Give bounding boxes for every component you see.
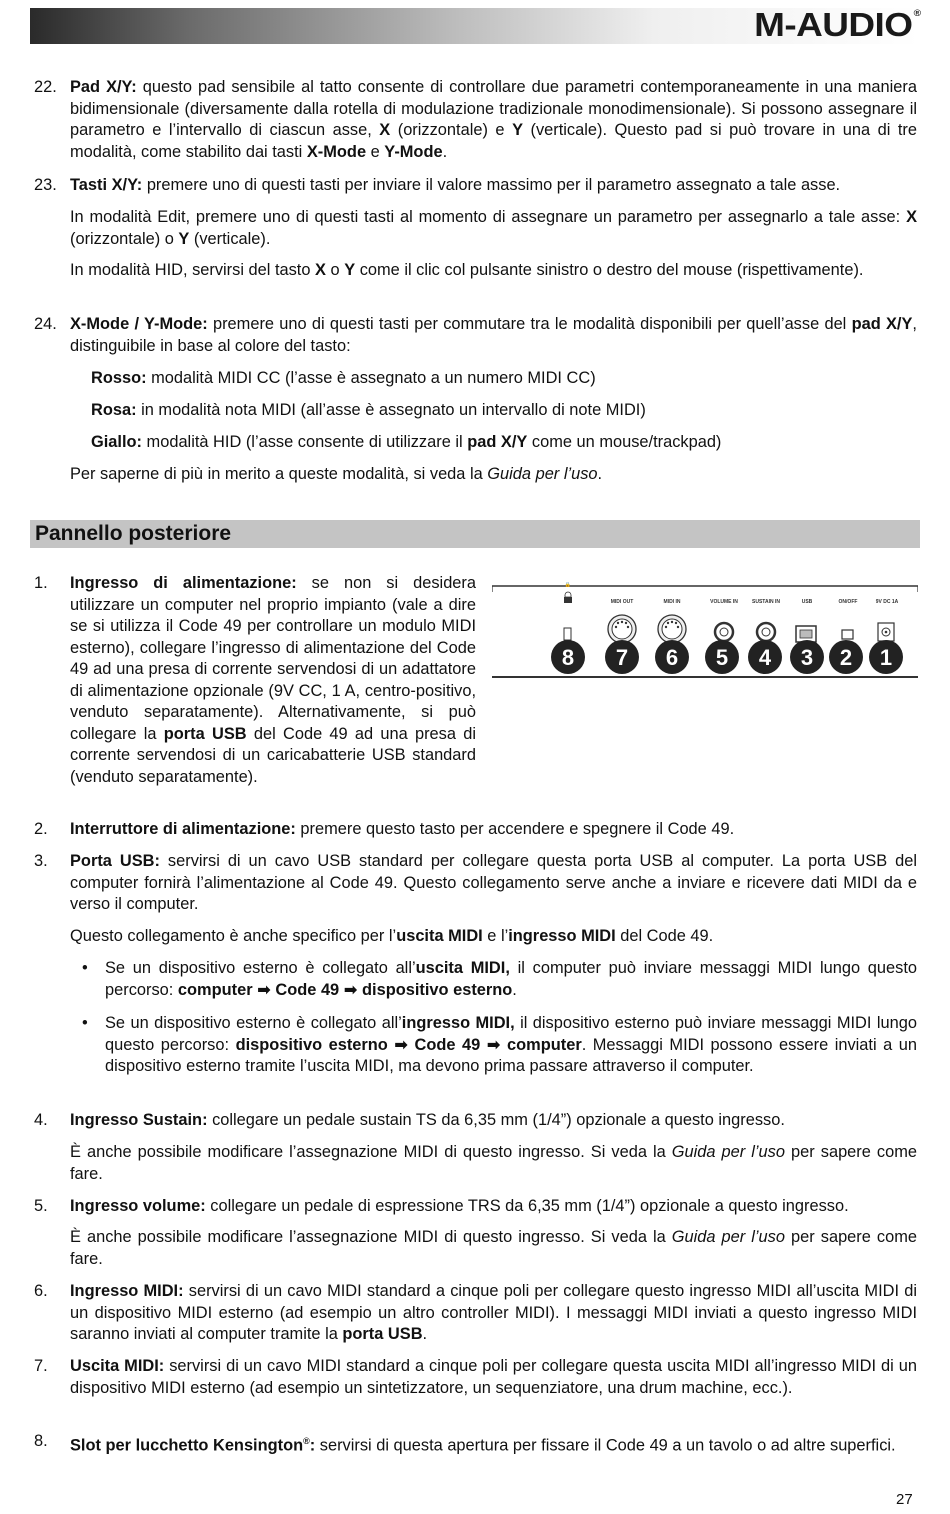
- item-number: 22.: [34, 78, 57, 96]
- item-text: Ingresso di alimentazione: se non si desidera utilizzare un computer nel proprio impianto (vale a dire se si utilizza il Code 49 per controllare un modulo MIDI esterno), collegare l’ingresso di alimentazione del Code 49 ad una presa di corrente servendosi di un adattatore di alimentazione opzionale (9V CC, 1 A, centro-positivo, venduto separatamente). Alternativamente, si può collegare la porta USB del Code 49 ad una presa di corrente servendosi di un caricabatterie USB standard (venduto separatamente).: [70, 574, 476, 786]
- item-number: 4.: [34, 1111, 48, 1129]
- list-item-23: [34, 175, 917, 197]
- item-text: Ingresso MIDI: servirsi di un cavo MIDI standard a cinque poli per collegare questo ingresso MIDI all’uscita MIDI di un dispositivo MIDI esterno (ad esempio un altro controller MIDI). I messaggi MIDI inviati a questo ingresso MIDI saranno inviati al computer tramite la porta USB.: [70, 1282, 917, 1343]
- page-number: 27: [896, 1491, 913, 1508]
- bullet-midi-out: Se un dispositivo esterno è collegato all’uscita MIDI, il computer può inviare messaggi MIDI lungo questo percorso: computer ➡ Code 49 ➡ dispositivo esterno.: [105, 959, 918, 999]
- item-number: 3.: [34, 852, 48, 870]
- list-item-7: [34, 1356, 917, 1399]
- label-sustain-in: SUSTAIN IN: [752, 599, 780, 605]
- item-number: 7.: [34, 1357, 48, 1375]
- list-item-5: [34, 1196, 917, 1218]
- bullet-midi-in: Se un dispositivo esterno è collegato all’ingresso MIDI, il dispositivo esterno può inviare messaggi MIDI lungo questo percorso: dispositivo esterno ➡ Code 49 ➡ computer. Messaggi MIDI possono essere inviati a un dispositivo esterno tramite l’uscita MIDI, ma devono prima passare attraverso il computer.: [105, 1014, 917, 1075]
- lock-icon: 🔒: [564, 582, 572, 588]
- item-text: Tasti X/Y: premere uno di questi tasti per inviare il valore massimo per il parametro assegnato a tale asse.: [70, 176, 841, 194]
- label-9v-dc: 9V DC 1A: [875, 599, 899, 605]
- mode-pink: Rosa: in modalità nota MIDI (all’asse è assegnato un intervallo di note MIDI): [91, 401, 646, 419]
- callout-1: 1: [879, 645, 893, 670]
- item-text: Slot per lucchetto Kensington®: servirsi di questa apertura per fissare il Code 49 a un tavolo o ad altre superfici.: [70, 1436, 896, 1455]
- sustain-midi-paragraph: È anche possibile modificare l’assegnazione MIDI di questo ingresso. Si veda la Guida per l’uso per sapere come fare.: [70, 1143, 917, 1183]
- item-text: Uscita MIDI: servirsi di un cavo MIDI standard a cinque poli per collegare questa uscita MIDI all’ingresso MIDI di un dispositivo MIDI esterno (ad esempio un sintetizzatore, un sequenziatore, una drum machine, ecc.).: [70, 1357, 917, 1397]
- list-item-24: [34, 314, 917, 357]
- usb-port: [796, 626, 816, 642]
- list-item-4: [34, 1110, 917, 1132]
- callout-5: 5: [715, 645, 729, 670]
- list-item-3: [34, 851, 917, 916]
- item-number: 5.: [34, 1197, 48, 1215]
- callout-7: 7: [615, 645, 629, 670]
- midi-in-port: [658, 615, 686, 643]
- rear-panel-diagram: [492, 582, 918, 682]
- volume-midi-paragraph: È anche possibile modificare l’assegnazione MIDI di questo ingresso. Si veda la Guida per l’uso per sapere come fare.: [70, 1228, 917, 1268]
- item-text: Ingresso Sustain: collegare un pedale sustain TS da 6,35 mm (1/4”) opzionale a questo ingresso.: [70, 1111, 785, 1129]
- callout-3: 3: [800, 645, 814, 670]
- item-number: 1.: [34, 574, 48, 592]
- modes-more-info: Per saperne di più in merito a queste modalità, si veda la Guida per l’uso.: [70, 465, 603, 483]
- volume-in-jack: [715, 623, 733, 641]
- callout-6: 6: [665, 645, 679, 670]
- mode-red: Rosso: modalità MIDI CC (l’asse è assegnato a un numero MIDI CC): [91, 369, 596, 387]
- item-text: Pad X/Y: questo pad sensibile al tatto consente di controllare due parametri contemporaneamente in una maniera bidimensionale (diversamente dalla rotella di modulazione tradizionale monodimensionale). Si possono assegnare il parametro e l’intervallo di ciascun asse, X (orizzontale) e Y (verticale). Questo pad si può trovare in una di tre modalità, come stabilito dai tasti X-Mode e Y-Mode.: [70, 78, 918, 161]
- bullet-dot: •: [82, 959, 88, 977]
- sustain-in-jack: [757, 623, 775, 641]
- item-number: 6.: [34, 1282, 48, 1300]
- item-23-edit-paragraph: In modalità Edit, premere uno di questi tasti al momento di assegnare un parametro per assegnarlo a tale asse: X (orizzontale) o Y (verticale).: [70, 208, 917, 248]
- dc-power-input: [878, 623, 894, 641]
- item-text: Porta USB: servirsi di un cavo USB standard per collegare questa porta USB al computer. La porta USB del computer fornirà l’alimentazione al Code 49. Questo collegamento serve anche a inviare e ricevere dati MIDI da e verso il computer.: [70, 852, 917, 913]
- list-item-6: [34, 1281, 917, 1346]
- item-number: 8.: [34, 1432, 48, 1450]
- list-item-2: [34, 819, 917, 841]
- item-number: 24.: [34, 315, 57, 333]
- label-midi-in: MIDI IN: [663, 599, 681, 605]
- callout-2: 2: [839, 645, 853, 670]
- item-23-hid-paragraph: In modalità HID, servirsi del tasto X o Y come il clic col pulsante sinistro o destro del mouse (rispettivamente).: [70, 261, 864, 279]
- label-midi-out: MIDI OUT: [610, 599, 634, 605]
- usb-specific-paragraph: Questo collegamento è anche specifico per l’uscita MIDI e l’ingresso MIDI del Code 49.: [70, 927, 714, 945]
- section-title: Pannello posteriore: [35, 522, 232, 545]
- callout-4: 4: [758, 645, 772, 670]
- item-text: X-Mode / Y-Mode: premere uno di questi tasti per commutare tra le modalità disponibili per quell’asse del pad X/Y, distinguibile in base al colore del tasto:: [70, 315, 917, 355]
- mode-yellow: Giallo: modalità HID (l’asse consente di utilizzare il pad X/Y come un mouse/trackpad): [91, 433, 722, 451]
- item-number: 23.: [34, 176, 57, 194]
- m-audio-logo: M-AUDIO®: [753, 6, 920, 43]
- item-text: Interruttore di alimentazione: premere questo tasto per accendere e spegnere il Code 49.: [70, 820, 735, 838]
- power-switch: [842, 630, 853, 639]
- item-text: Ingresso volume: collegare un pedale di espressione TRS da 6,35 mm (1/4”) opzionale a questo ingresso.: [70, 1197, 849, 1215]
- midi-out-port: [608, 615, 636, 643]
- callout-8: 8: [561, 645, 575, 670]
- list-item-22: [34, 77, 917, 163]
- list-item-8: [34, 1431, 917, 1457]
- label-on-off: ON/OFF: [838, 599, 858, 605]
- item-number: 2.: [34, 820, 48, 838]
- label-usb: USB: [801, 599, 813, 605]
- list-item-1: [34, 573, 476, 788]
- label-volume-in: VOLUME IN: [710, 599, 738, 605]
- bullet-dot: •: [82, 1014, 88, 1032]
